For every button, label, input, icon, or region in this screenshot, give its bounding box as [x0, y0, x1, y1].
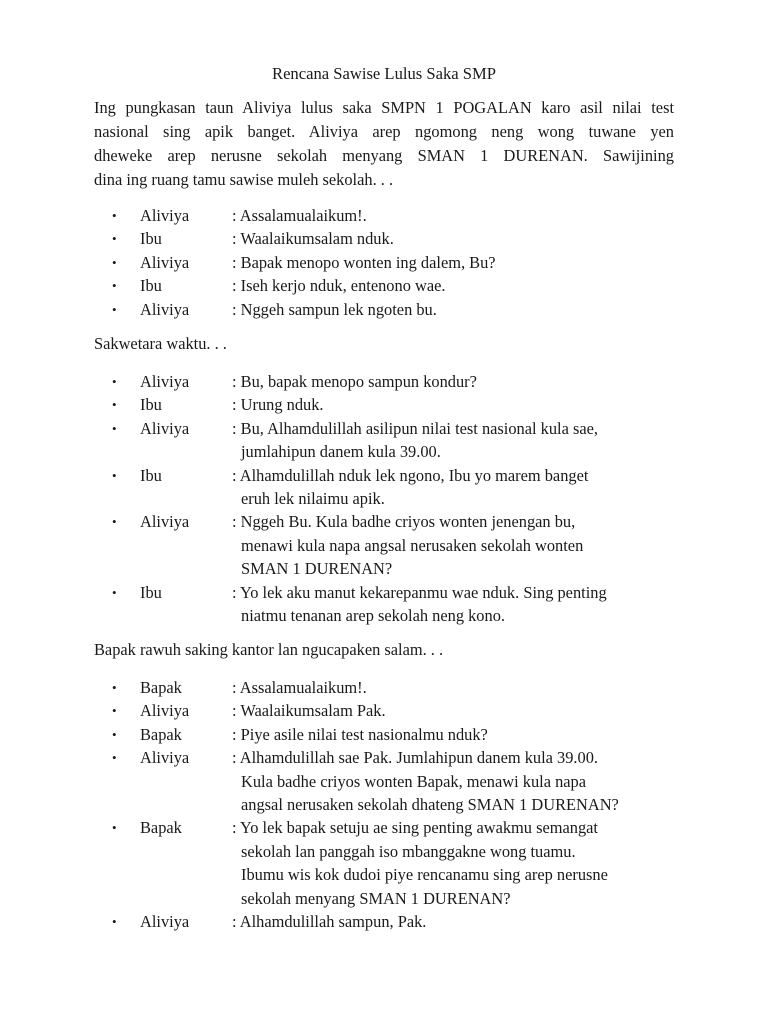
utterance-line: : Yo lek aku manut kekarepanmu wae nduk. Sing penting [232, 582, 607, 602]
utterance-line: menawi kula napa angsal nerusaken sekolah wonten [241, 535, 584, 555]
utterance [232, 816, 676, 910]
utterance-line: : Nggeh Bu. Kula badhe criyos wonten jenengan bu, [232, 512, 576, 532]
speaker-name: Aliviya [140, 372, 190, 391]
bullet-icon: • [112, 680, 117, 695]
utterance-line: niatmu tenanan arep sekolah neng kono. [241, 606, 505, 626]
bullet-icon: • [112, 703, 117, 719]
utterance [232, 723, 676, 746]
speaker-name: Bapak [140, 678, 182, 697]
utterance-line: sekolah lan panggah iso mbanggakne wong tuamu. [241, 841, 576, 861]
bullet-icon: • [112, 301, 117, 317]
bullet-icon: • [112, 750, 117, 766]
utterance-line: : Alhamdulillah sae Pak. Jumlahipun danem kula 39.00. [232, 748, 599, 768]
bullet-icon: • [112, 208, 117, 223]
speaker-name: Aliviya [140, 418, 190, 438]
dialog-line [112, 298, 676, 321]
bullet-icon: • [112, 231, 117, 247]
bullet-icon: • [112, 467, 117, 483]
utterance [232, 298, 676, 321]
speaker-name: Bapak [140, 724, 182, 744]
utterance-line: : Alhamdulillah nduk lek ngono, Ibu yo marem banget [232, 465, 589, 485]
bullet-icon: • [112, 820, 117, 836]
intro-line: dheweke arep nerusne sekolah menyang SMAN 1 DURENAN. Sawijining [94, 146, 674, 165]
utterance [232, 699, 676, 722]
speaker-name: Aliviya [140, 206, 190, 225]
bullet-icon: • [112, 726, 117, 742]
utterance-line: Ibumu wis kok dudoi piye rencanamu sing arep nerusne [241, 865, 608, 885]
intro-paragraph [94, 96, 674, 192]
utterance [232, 251, 676, 274]
utterance [232, 510, 676, 580]
bullet-icon: • [112, 584, 117, 600]
speaker-name: Bapak [140, 818, 182, 838]
utterance-line: : Bu, bapak menopo sampun kondur? [232, 372, 477, 391]
utterance-line: eruh lek nilaimu apik. [241, 489, 385, 509]
dialog-line [112, 464, 676, 511]
dialog-line [112, 676, 676, 699]
dialog-line [112, 581, 676, 628]
utterance [232, 274, 676, 297]
bullet-icon: • [112, 278, 117, 294]
dialog-line [112, 227, 676, 250]
intro-line: Ing pungkasan taun Aliviya lulus saka SMPN 1 POGALAN karo asil nilai test [94, 98, 674, 117]
bullet-icon: • [112, 254, 117, 270]
dialog-section-3 [112, 676, 676, 933]
intro-line: dina ing ruang tamu sawise muleh sekolah. . . [94, 170, 394, 189]
dialog-line [112, 910, 676, 933]
utterance-line: : Assalamualaikum!. [232, 206, 367, 225]
utterance-line: : Piye asile nilai test nasionalmu nduk? [232, 724, 488, 744]
utterance-line: angsal nerusaken sekolah dhateng SMAN 1 DURENAN? [241, 795, 619, 815]
document-title: Rencana Sawise Lulus Saka SMP [272, 64, 496, 83]
utterance [232, 464, 676, 511]
speaker-name: Ibu [140, 229, 162, 249]
utterance [232, 746, 676, 816]
speaker-name: Aliviya [140, 748, 190, 768]
speaker-name: Aliviya [140, 299, 190, 319]
dialog-line [112, 699, 676, 722]
speaker-name: Aliviya [140, 512, 190, 532]
interlude-text: Sakwetara waktu. . . [94, 334, 227, 353]
speaker-name: Aliviya [140, 701, 190, 721]
dialog-line [112, 723, 676, 746]
utterance-line: jumlahipun danem kula 39.00. [241, 442, 441, 462]
intro-line: nasional sing apik banget. Aliviya arep ngomong neng wong tuwane yen [94, 122, 674, 141]
speaker-name: Ibu [140, 395, 162, 415]
utterance-line: : Alhamdulillah sampun, Pak. [232, 912, 427, 932]
utterance-line: SMAN 1 DURENAN? [241, 559, 393, 579]
dialog-line [112, 510, 676, 580]
dialog-line [112, 816, 676, 910]
utterance-line: : Assalamualaikum!. [232, 678, 367, 697]
dialog-line [112, 274, 676, 297]
bullet-icon: • [112, 914, 117, 930]
speaker-name: Ibu [140, 465, 162, 485]
utterance-line: : Yo lek bapak setuju ae sing penting awakmu semangat [232, 818, 598, 838]
utterance-line: : Waalaikumsalam nduk. [232, 229, 394, 249]
utterance-line: Kula badhe criyos wonten Bapak, menawi kula napa [241, 771, 587, 791]
utterance [232, 676, 676, 699]
utterance-line: : Nggeh sampun lek ngoten bu. [232, 299, 437, 319]
dialog-line [112, 417, 676, 464]
utterance-line: : Bapak menopo wonten ing dalem, Bu? [232, 252, 496, 272]
utterance-line: : Waalaikumsalam Pak. [232, 701, 386, 721]
utterance [232, 417, 676, 464]
utterance-line: : Bu, Alhamdulillah asilipun nilai test nasional kula sae, [232, 418, 599, 438]
speaker-name: Aliviya [140, 252, 190, 272]
dialog-line [112, 370, 676, 393]
dialog-section-2 [112, 370, 676, 627]
utterance [232, 581, 676, 628]
utterance-line: sekolah menyang SMAN 1 DURENAN? [241, 888, 511, 908]
bullet-icon: • [112, 420, 117, 436]
dialog-line [112, 746, 676, 816]
bullet-icon: • [112, 514, 117, 530]
utterance [232, 910, 676, 933]
dialog-line [112, 204, 676, 227]
bullet-icon: • [112, 397, 117, 413]
utterance [232, 227, 676, 250]
interlude-text: Bapak rawuh saking kantor lan ngucapaken salam. . . [94, 640, 444, 659]
bullet-icon: • [112, 374, 117, 389]
speaker-name: Ibu [140, 276, 162, 296]
utterance [232, 393, 676, 416]
dialog-line [112, 251, 676, 274]
utterance-line: : Urung nduk. [232, 395, 324, 415]
utterance-line: : Iseh kerjo nduk, entenono wae. [232, 276, 446, 296]
utterance [232, 204, 676, 227]
dialog-section-1 [112, 204, 676, 321]
utterance [232, 370, 676, 393]
speaker-name: Aliviya [140, 912, 190, 932]
dialog-line [112, 393, 676, 416]
speaker-name: Ibu [140, 582, 162, 602]
